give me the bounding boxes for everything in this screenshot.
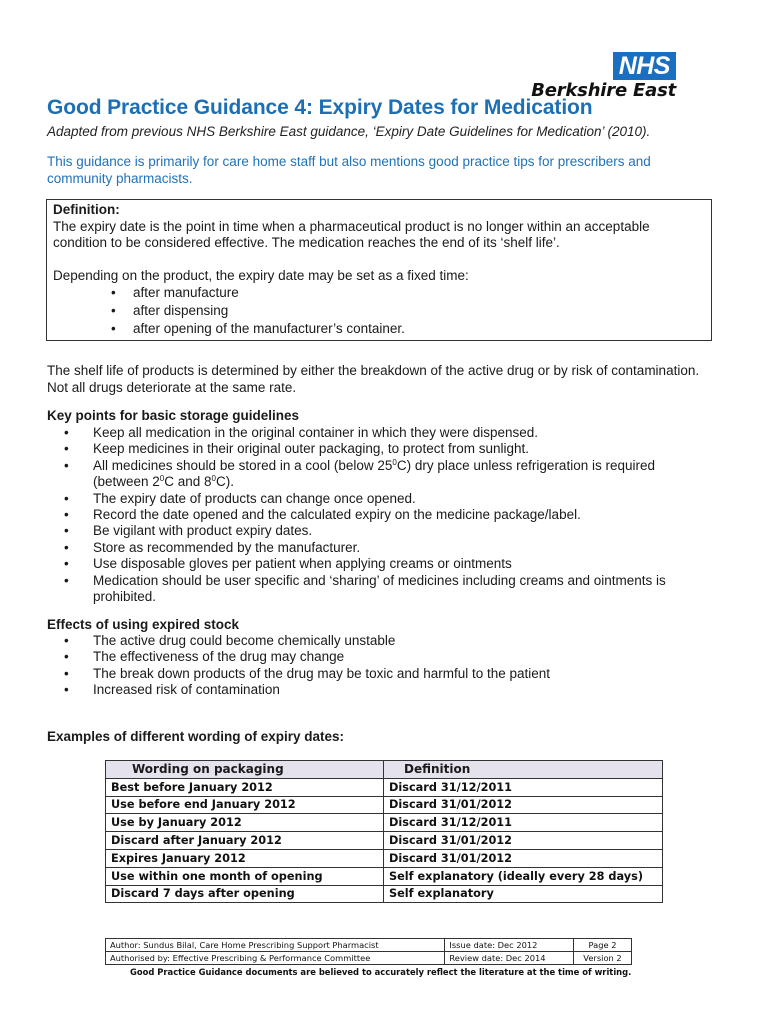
cell-definition: Discard 31/01/2012	[384, 796, 663, 814]
list-item: • The active drug could become chemically unstable	[64, 633, 714, 649]
cell-definition: Discard 31/12/2011	[384, 814, 663, 832]
nhs-region-name: Berkshire East	[531, 80, 676, 101]
shelf-life-text: The shelf life of products is determined by either the breakdown of the active drug or by risk of contamination. Not all drugs deteriorate at the same rate.	[47, 363, 700, 395]
list-item: • The effectiveness of the drug may change	[64, 649, 714, 665]
definition-text: The expiry date is the point in time when a pharmaceutical product is no longer within an acceptable condition to be considered effective. The medication reaches the end of its ‘shelf life’.	[53, 218, 650, 250]
storage-list	[64, 425, 714, 605]
cell-wording: Best before January 2012	[106, 778, 384, 796]
list-item: • Be vigilant with product expiry dates.	[64, 523, 714, 539]
table-row	[106, 885, 663, 903]
list-item: • after opening of the manufacturer’s container.	[111, 320, 705, 338]
list-item: • All medicines should be stored in a cool (below $25^0C$) dry place unless refrigeration is required (between $2^0C$ and $8^0C$).	[64, 458, 714, 491]
table-row	[106, 849, 663, 867]
effects-heading: Effects of using expired stock	[47, 617, 240, 632]
column-header-wording: Wording on packaging	[106, 761, 384, 779]
cell-definition: Self explanatory (ideally every 28 days)	[384, 867, 663, 885]
definition-lead: Depending on the product, the expiry date may be set as a fixed time:	[53, 267, 469, 283]
cell-wording: Use by January 2012	[106, 814, 384, 832]
definition-list	[111, 284, 705, 338]
nhs-badge: NHS	[613, 52, 676, 80]
list-item: • Use disposable gloves per patient when applying creams or ointments	[64, 556, 714, 572]
list-item: • The expiry date of products can change once opened.	[64, 491, 714, 507]
storage-heading: Key points for basic storage guidelines	[47, 408, 300, 423]
expiry-wording-table	[105, 760, 663, 903]
page-subtitle: Adapted from previous NHS Berkshire East guidance, ‘Expiry Date Guidelines for Medication’ (2010).	[47, 124, 651, 139]
cell-definition: Self explanatory	[384, 885, 663, 903]
nhs-logo	[531, 52, 676, 101]
examples-heading: Examples of different wording of expiry dates:	[47, 729, 345, 744]
cell-definition: Discard 31/12/2011	[384, 778, 663, 796]
table-row	[106, 814, 663, 832]
page-title: Good Practice Guidance 4: Expiry Dates for Medication	[47, 96, 593, 119]
definition-heading: Definition:	[53, 202, 120, 217]
list-item: • Keep medicines in their original outer packaging, to protect from sunlight.	[64, 441, 714, 457]
cell-definition: Discard 31/01/2012	[384, 849, 663, 867]
cell-wording: Discard after January 2012	[106, 832, 384, 850]
list-item: • after manufacture	[111, 284, 705, 302]
cell-wording: Use within one month of opening	[106, 867, 384, 885]
cell-definition: Discard 31/01/2012	[384, 832, 663, 850]
footer-authorised-by: Authorised by: Effective Prescribing & Performance Committee	[106, 952, 445, 965]
footer-page-number: Page 2	[574, 939, 632, 952]
cell-wording: Discard 7 days after opening	[106, 885, 384, 903]
footer-review-date: Review date: Dec 2014	[445, 952, 574, 965]
table-row	[106, 778, 663, 796]
list-item: • after dispensing	[111, 302, 705, 320]
table-row	[106, 832, 663, 850]
cell-wording: Use before end January 2012	[106, 796, 384, 814]
list-item: • Increased risk of contamination	[64, 682, 714, 698]
footer-version: Version 2	[574, 952, 632, 965]
table-row	[106, 796, 663, 814]
list-item: • Record the date opened and the calculated expiry on the medicine package/label.	[64, 507, 714, 523]
list-item: • The break down products of the drug may be toxic and harmful to the patient	[64, 666, 714, 682]
footer-issue-date: Issue date: Dec 2012	[445, 939, 574, 952]
footer-info-table	[105, 938, 632, 965]
list-item: • Medication should be user specific and ‘sharing’ of medicines including creams and ointments is prohibited.	[64, 573, 714, 606]
footer-author: Author: Sundus Bilal, Care Home Prescribing Support Pharmacist	[106, 939, 445, 952]
footer-disclaimer: Good Practice Guidance documents are believed to accurately reflect the literature at the time of writing.	[130, 967, 632, 977]
footer-row	[106, 952, 632, 965]
list-item: • Store as recommended by the manufacturer.	[64, 540, 714, 556]
table-row	[106, 867, 663, 885]
list-item: • Keep all medication in the original container in which they were dispensed.	[64, 425, 714, 441]
cell-wording: Expires January 2012	[106, 849, 384, 867]
definition-box	[46, 199, 712, 341]
footer-row	[106, 939, 632, 952]
table-header-row	[106, 761, 663, 779]
column-header-definition: Definition	[384, 761, 663, 779]
effects-list	[64, 633, 714, 699]
intro-text: This guidance is primarily for care home staff but also mentions good practice tips for prescribers and community pharmacists.	[47, 154, 651, 186]
